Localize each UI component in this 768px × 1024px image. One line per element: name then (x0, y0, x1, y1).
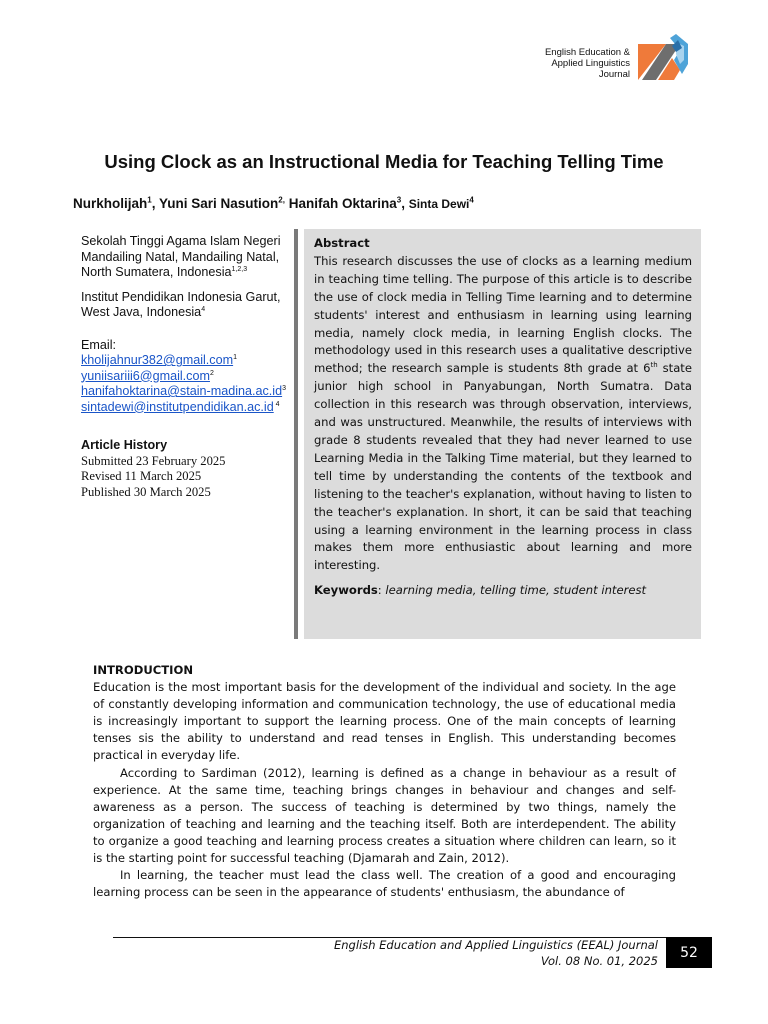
abstract-box (304, 229, 701, 639)
article-history-title: Article History (81, 438, 168, 452)
email-item (81, 369, 293, 385)
affiliation-2-text: Institut Pendidikan Indonesia Garut, West Java, Indonesia (81, 289, 281, 319)
author-superscript: 4 (469, 195, 474, 205)
affiliation-1-text: Sekolah Tinggi Agama Islam Negeri Mandailing Natal, Mandailing Natal, North Sumatera, Indonesia (81, 234, 281, 279)
journal-name (480, 47, 630, 80)
affiliation-1-superscript: 1,2,3 (231, 265, 248, 273)
author-superscript: 3 (396, 195, 402, 205)
keywords-label: Keywords (314, 583, 378, 598)
author-name: Nurkholijah (73, 196, 148, 211)
keywords-colon: : (377, 583, 386, 598)
introduction-section (93, 662, 676, 901)
email-label: Email: (81, 337, 116, 352)
author-separator: , (151, 196, 159, 211)
email-link[interactable]: yuniisariii6@gmail.com (81, 368, 210, 383)
author-list (73, 196, 474, 211)
email-item (81, 353, 293, 369)
email-item (81, 400, 293, 416)
abstract-text (314, 253, 692, 575)
affiliation-1 (81, 234, 293, 281)
email-link[interactable]: sintadewi@institutpendidikan.ac.id (81, 399, 274, 414)
email-link[interactable]: kholijahnur382@gmail.com (81, 353, 234, 367)
published-date: Published 30 March 2025 (81, 484, 211, 499)
footer-journal-name: English Education and Applied Linguistics (EEAL) Journal (333, 938, 658, 952)
revised-date: Revised 11 March 2025 (81, 469, 202, 483)
email-superscript: 1 (233, 353, 237, 361)
journal-name-line2: Applied Linguistics (551, 58, 630, 69)
footer-journal-info (334, 937, 658, 969)
author-name: Sinta Dewi (408, 197, 470, 211)
paragraph: In learning, the teacher must lead the class well. The creation of a good and encouraging learning process can be seen in the appearance of students' enthusiasm, the abundance of (93, 868, 676, 900)
paragraph: Education is the most important basis for the development of the individual and society. In the age of constantly developing information and communication technology, the use of educational media is increasingly important to support the learning process. One of the main concepts of learning tenses sis the ability to understand and read tenses in English. This understanding becomes practical in everyday life. (93, 680, 676, 763)
author-superscript: 1 (147, 195, 152, 205)
footer-volume: Vol. 08 No. 01, 2025 (540, 954, 658, 968)
affiliation-2-superscript: 4 (201, 305, 206, 313)
email-superscript: 4 (273, 400, 280, 408)
affiliation-2 (81, 290, 293, 321)
keywords (314, 582, 692, 600)
submitted-date: Submitted 23 February 2025 (81, 453, 226, 468)
abstract-superscript: th (650, 361, 658, 370)
section-heading: INTRODUCTION (93, 663, 194, 677)
email-item (81, 384, 293, 400)
journal-name-line1: English Education & (544, 47, 630, 58)
article-history (81, 454, 293, 501)
email-superscript: 2 (209, 369, 214, 377)
abstract-title: Abstract (314, 236, 370, 250)
abstract-text-part: This research discusses the use of clocks as a learning medium in teaching time telling. The purpose of this article is to describe the use of clock media in Telling Time learning and to determine students' interest and enthusiasm in learning using learning media, namely clock media, in learning English clocks. The methodology used in this research uses a qualitative descriptive method; the research sample is students 8th grade at 6 (314, 253, 692, 376)
journal-name-line3: Journal (598, 69, 630, 80)
paragraph: According to Sardiman (2012), learning is defined as a change in behaviour as a result of experience. At the same time, teaching brings changes in behaviour and changes and self-awareness as a person. The success of teaching is determined by two things, namely the organization of teaching and learning and the teaching itself. Both are interdependent. The ability to organize a good teaching and learning process creates a situation where children can learn, so it is the starting point for successful teaching (Djamarah and Zain, 2012). (93, 765, 676, 866)
page-number: 52 (666, 937, 712, 968)
email-superscript: 3 (282, 384, 287, 392)
author-separator: , (401, 196, 409, 211)
abstract-divider (294, 229, 298, 639)
author-superscript: 2, (278, 195, 285, 205)
article-title: Using Clock as an Instructional Media for Teaching Telling Time (104, 151, 664, 172)
author-name: Hanifah Oktarina (288, 196, 397, 211)
keywords-values: learning media, telling time, student interest (385, 583, 647, 598)
journal-logo-icon (636, 34, 688, 82)
abstract-text-part: state junior high school in Panyabungan, North Sumatra. Data collection in this research was through observation, interviews, and was unstructured. Meanwhile, the results of interviews with grade 8 students revealed that they had never learned to use Learning Media in the Talking Time material, but they learned to tell time by understanding the contents of the textbook and listening to the teacher's explanation, without having to listen to the teacher's explanation. In short, it can be said that teaching using a learning environment in the learning process in class makes them more enthusiastic about learning and more interesting. (314, 361, 692, 573)
affiliation-column (81, 234, 293, 500)
email-link[interactable]: hanifahoktarina@stain-madina.ac.id (81, 384, 283, 398)
author-name: Yuni Sari Nasution (158, 196, 279, 211)
